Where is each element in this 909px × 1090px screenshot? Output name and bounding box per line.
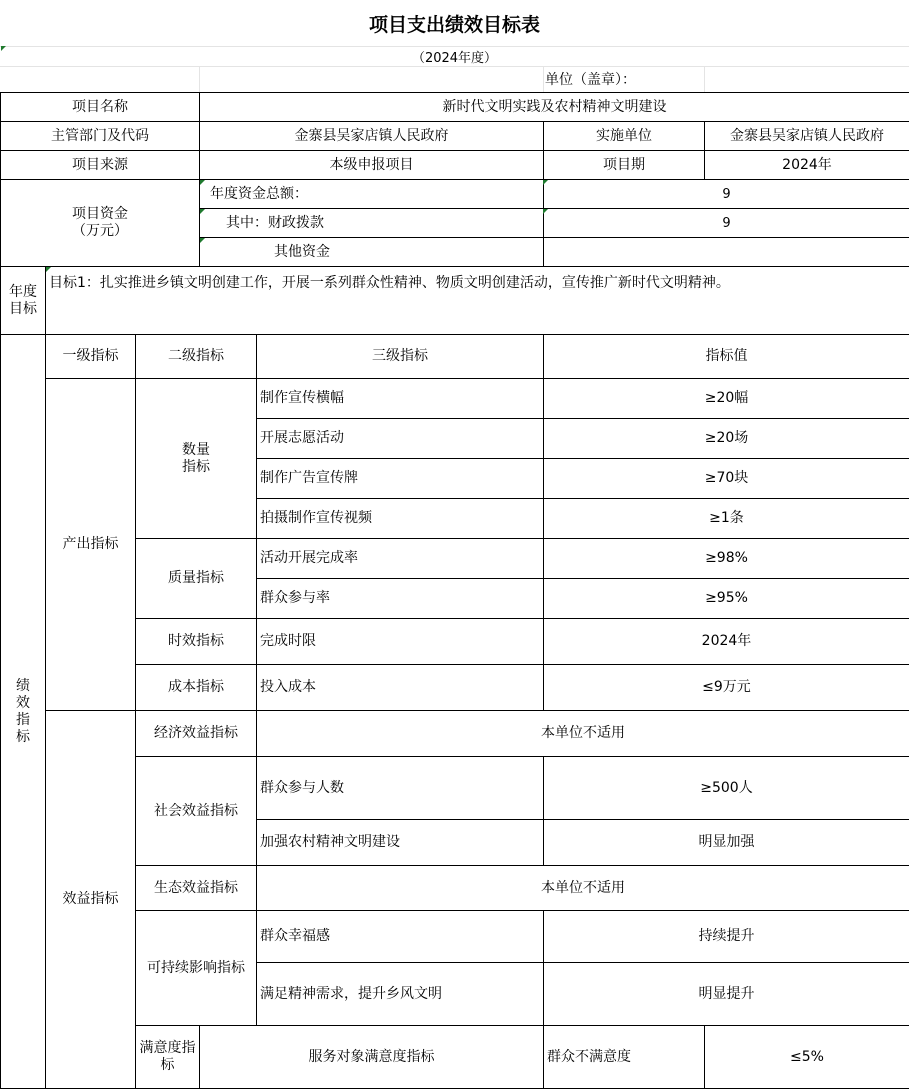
- header-level2: 二级指标: [136, 335, 257, 379]
- table-row-value: 2024年: [544, 619, 909, 665]
- table-row-indicator: 拍摄制作宣传视频: [257, 499, 544, 539]
- performance-indicators-label: 绩 效 指 标: [1, 335, 46, 1089]
- benefit-indicator-label: 效益指标: [46, 711, 136, 1089]
- table-row-value: ≥98%: [544, 539, 909, 579]
- page-title: 项目支出绩效目标表: [368, 13, 540, 36]
- table-row-value: ≥70块: [544, 459, 909, 499]
- table-row-indicator: 完成时限: [257, 619, 544, 665]
- period-value: 2024年: [705, 151, 909, 180]
- sustainability-indicator-label: 可持续影响指标: [136, 911, 257, 1026]
- header-level1: 一级指标: [46, 335, 136, 379]
- satisfaction-indicator-label: 满意度指标: [136, 1026, 200, 1089]
- service-satisfaction-label: 服务对象满意度指标: [200, 1026, 544, 1089]
- time-indicator-label: 时效指标: [136, 619, 257, 665]
- table-row-value: 明显提升: [544, 963, 909, 1026]
- quantity-indicator-label: 数量 指标: [136, 379, 257, 539]
- funds-total-label: 年度资金总额：: [200, 180, 544, 209]
- impl-label: 实施单位: [544, 122, 705, 151]
- table-row-value: 持续提升: [544, 911, 909, 963]
- project-name-label: 项目名称: [1, 93, 200, 122]
- table-row-indicator: 群众参与人数: [257, 757, 544, 820]
- source-value: 本级申报项目: [200, 151, 544, 180]
- funds-fiscal-value: 9: [544, 209, 909, 238]
- cost-indicator-label: 成本指标: [136, 665, 257, 711]
- table-row-indicator: 群众参与率: [257, 579, 544, 619]
- table-row-indicator: 满足精神需求，提升乡风文明: [257, 963, 544, 1026]
- impl-value: 金寨县吴家店镇人民政府: [705, 122, 909, 151]
- annual-goal-label: 年度 目标: [1, 267, 46, 335]
- economic-indicator-value: 本单位不适用: [257, 711, 909, 757]
- table-row-value: ≥95%: [544, 579, 909, 619]
- annual-goal-text: 目标1：扎实推进乡镇文明创建工作，开展一系列群众性精神、物质文明创建活动，宣传推广新时代文明精神。: [46, 267, 909, 335]
- funds-other-label: 其他资金: [200, 238, 544, 267]
- project-name-value: 新时代文明实践及农村精神文明建设: [200, 93, 909, 122]
- economic-indicator-label: 经济效益指标: [136, 711, 257, 757]
- table-row-value: ≥20幅: [544, 379, 909, 419]
- table-row-indicator: 制作广告宣传牌: [257, 459, 544, 499]
- table-row-value: ≥500人: [544, 757, 909, 820]
- table-row-indicator: 开展志愿活动: [257, 419, 544, 459]
- table-row-indicator: 活动开展完成率: [257, 539, 544, 579]
- eco-indicator-value: 本单位不适用: [257, 866, 909, 911]
- output-indicator-label: 产出指标: [46, 379, 136, 711]
- header-value: 指标值: [544, 335, 909, 379]
- eco-indicator-label: 生态效益指标: [136, 866, 257, 911]
- table-row-indicator: 制作宣传横幅: [257, 379, 544, 419]
- funds-total-value: 9: [544, 180, 909, 209]
- performance-goal-table: [0, 92, 909, 1089]
- dept-label: 主管部门及代码: [1, 122, 200, 151]
- table-row-indicator: 群众不满意度: [544, 1026, 705, 1089]
- unit-seal-label: 单位（盖章）：: [545, 72, 636, 88]
- table-row-value: ≤5%: [705, 1026, 909, 1089]
- table-row-indicator: 群众幸福感: [257, 911, 544, 963]
- funds-other-value: [544, 238, 909, 267]
- funds-label: 项目资金 （万元）: [1, 180, 200, 267]
- table-row-value: 明显加强: [544, 820, 909, 866]
- table-row-value: ≤9万元: [544, 665, 909, 711]
- table-row-indicator: 投入成本: [257, 665, 544, 711]
- fiscal-year: （2024年度）: [411, 50, 498, 66]
- table-row-value: ≥20场: [544, 419, 909, 459]
- source-label: 项目来源: [1, 151, 200, 180]
- table-row-value: ≥1条: [544, 499, 909, 539]
- quality-indicator-label: 质量指标: [136, 539, 257, 619]
- funds-fiscal-label: 其中：财政拨款: [200, 209, 544, 238]
- social-indicator-label: 社会效益指标: [136, 757, 257, 866]
- header-level3: 三级指标: [257, 335, 544, 379]
- dept-value: 金寨县吴家店镇人民政府: [200, 122, 544, 151]
- table-row-indicator: 加强农村精神文明建设: [257, 820, 544, 866]
- period-label: 项目期: [544, 151, 705, 180]
